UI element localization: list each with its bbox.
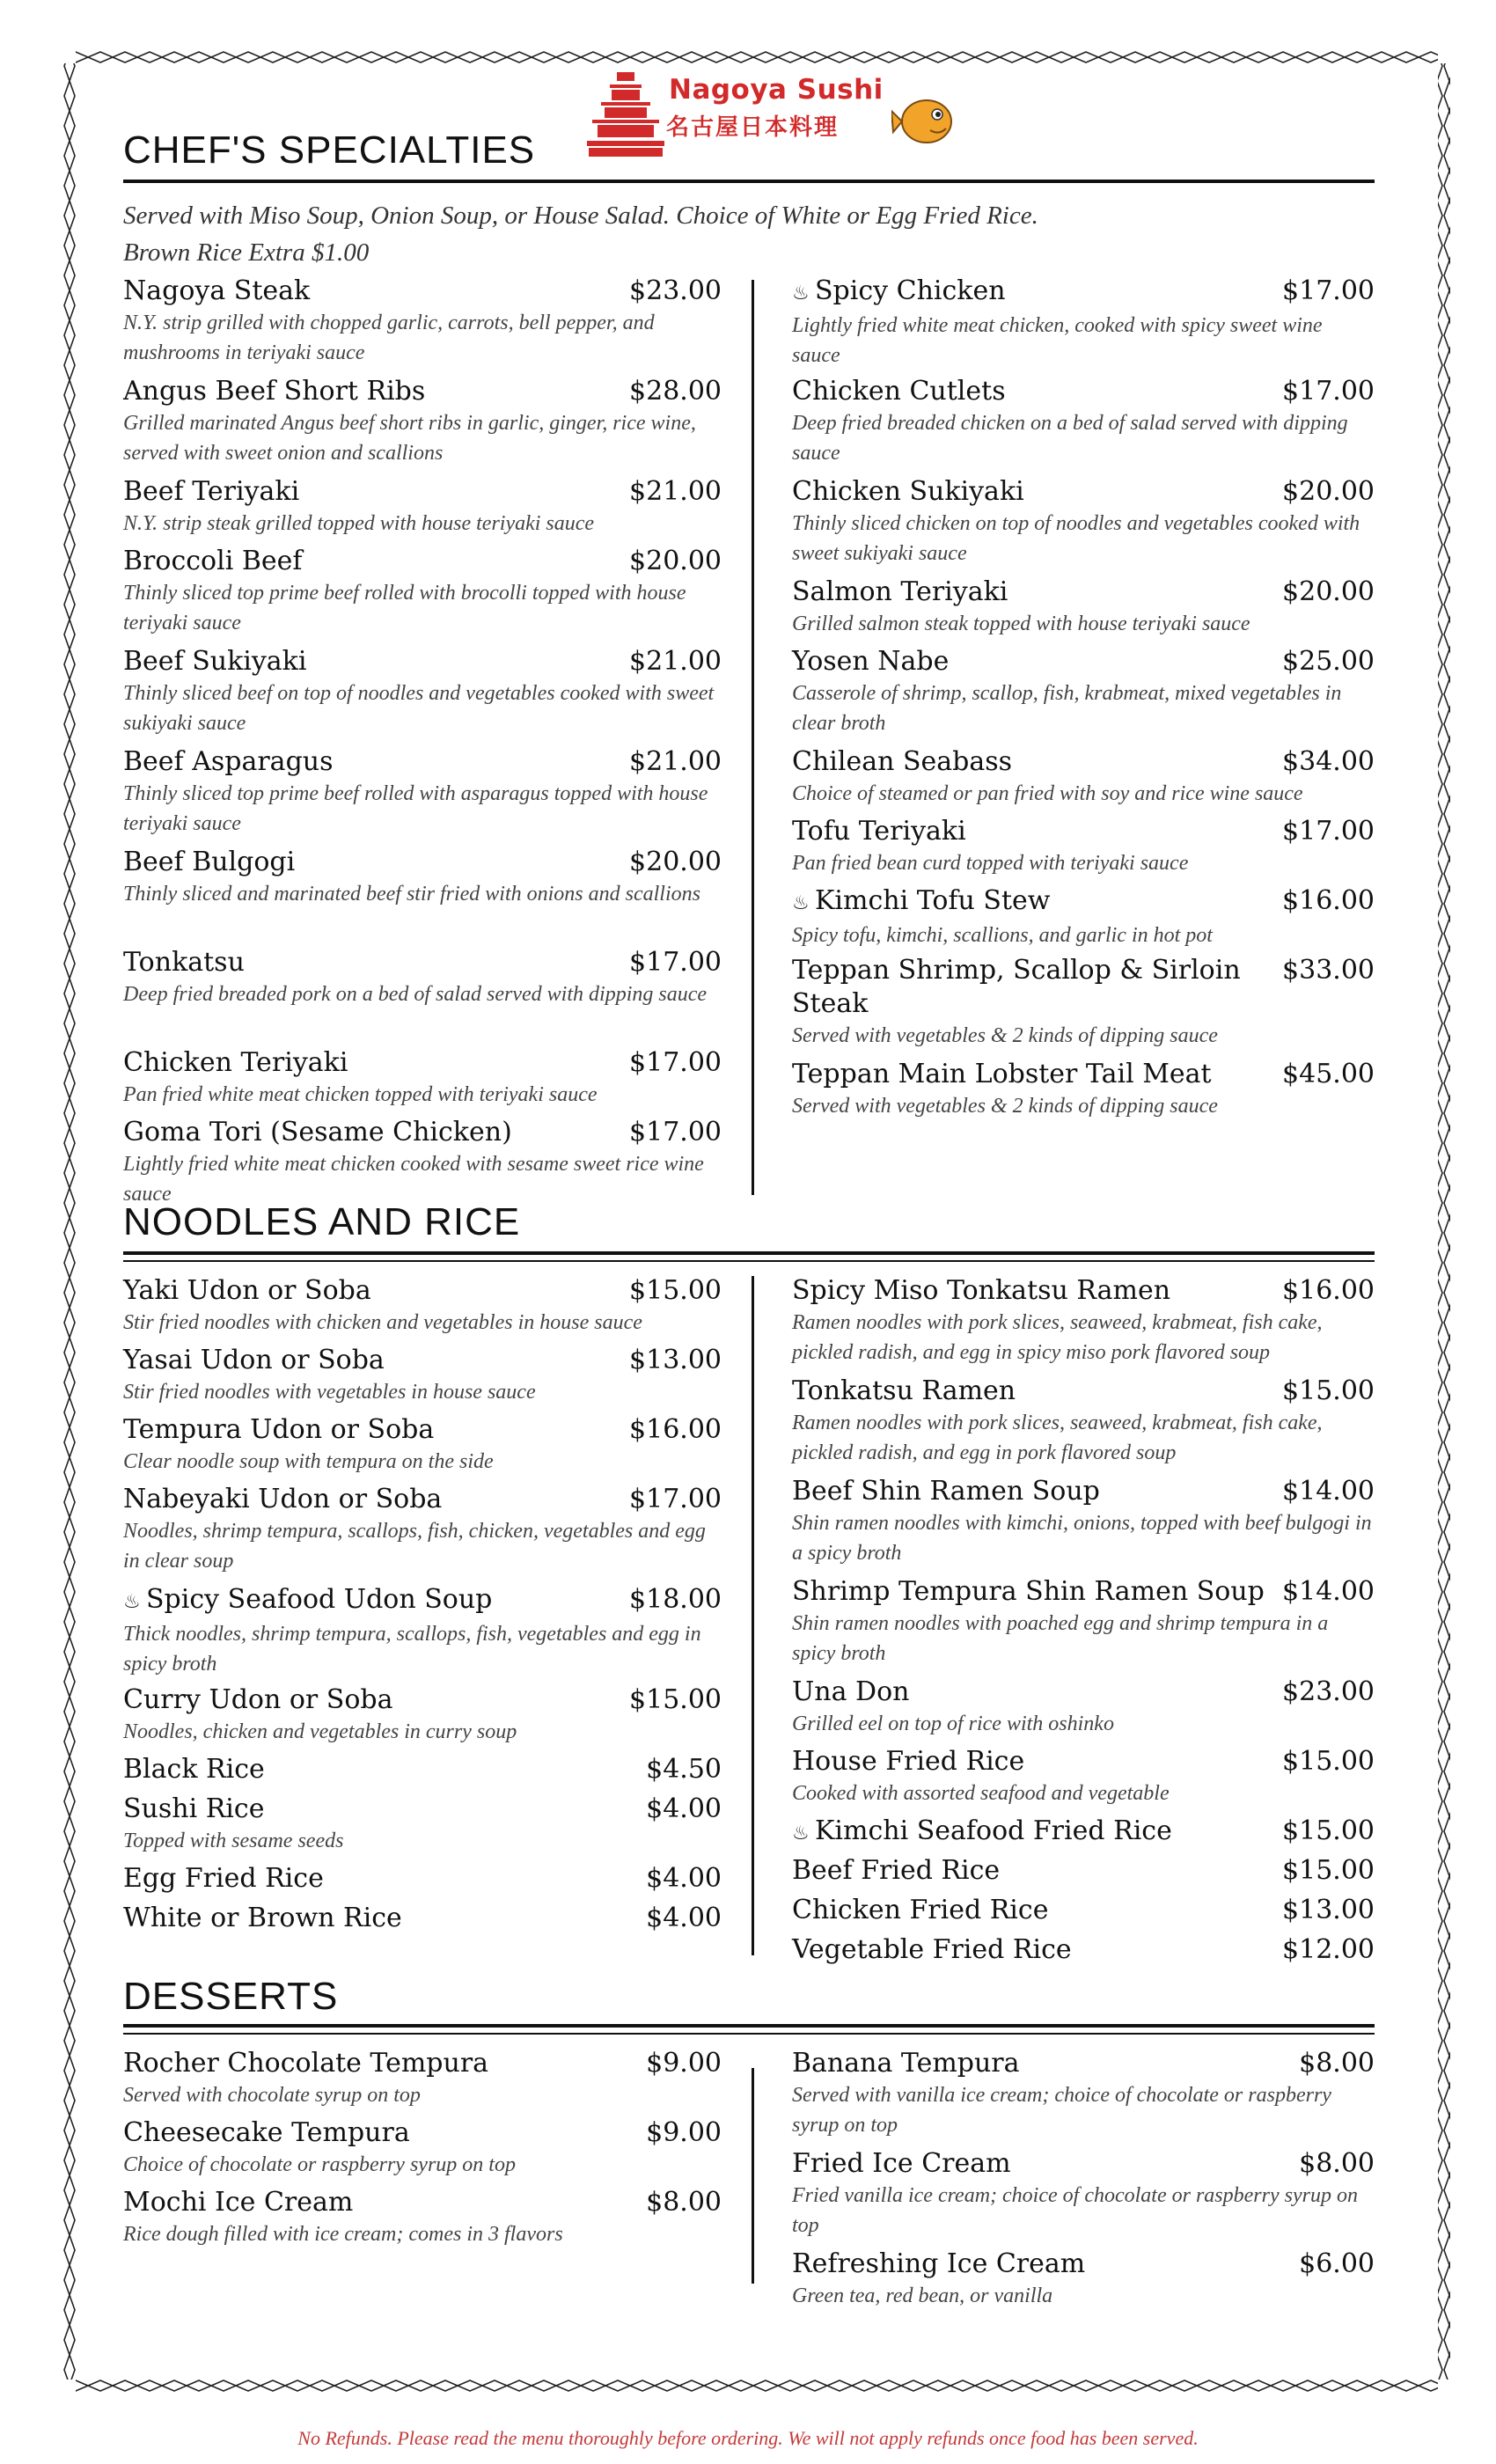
menu-item <box>792 1745 1375 1808</box>
menu-item <box>123 275 722 368</box>
item-price: $8.00 <box>1299 2148 1375 2179</box>
item-name: Teppan Main Lobster Tail Meat <box>792 1059 1212 1089</box>
item-description: Thinly sliced top prime beef rolled with asparagus topped with house teriyaki sauce <box>123 782 708 835</box>
item-description: Thick noodles, shrimp tempura, scallops, fish, vegetables and egg in spicy broth <box>123 1623 701 1676</box>
item-price: $25.00 <box>1282 646 1375 677</box>
menu-item <box>123 1274 722 1338</box>
item-name: Chicken Fried Rice <box>792 1895 1049 1925</box>
item-name: Beef Fried Rice <box>792 1855 1001 1886</box>
item-price: $20.00 <box>629 546 722 576</box>
pepper-icon: ♨ <box>792 892 810 914</box>
item-name: Broccoli Beef <box>123 546 303 576</box>
item-name: Kimchi Tofu Stew <box>815 885 1051 916</box>
menu-item <box>792 1274 1375 1368</box>
menu-item <box>792 815 1375 878</box>
menu-item <box>792 1933 1375 1967</box>
item-name: Tonkatsu <box>123 947 245 978</box>
item-price: $4.50 <box>646 1754 722 1785</box>
item-price: $14.00 <box>1282 1476 1375 1507</box>
item-description: Cooked with assorted seafood and vegetable <box>792 1782 1170 1805</box>
menu-item <box>123 1793 722 1856</box>
item-price: $17.00 <box>1282 275 1375 306</box>
item-name: Chicken Cutlets <box>792 376 1006 407</box>
menu-item <box>792 645 1375 738</box>
menu-item <box>123 1344 722 1407</box>
item-name: Teppan Shrimp, Scallop & Sirloin Steak <box>792 955 1241 1019</box>
item-price: $45.00 <box>1282 1059 1375 1089</box>
item-description: Grilled salmon steak topped with house teriyaki sauce <box>792 612 1250 635</box>
section-rule <box>123 1251 1375 1255</box>
menu-item <box>123 846 722 909</box>
menu-item <box>123 1862 722 1896</box>
menu-item <box>792 2248 1375 2311</box>
item-description: Topped with sesame seeds <box>123 1830 344 1852</box>
item-price: $20.00 <box>629 847 722 877</box>
menu-item <box>123 475 722 539</box>
pepper-icon: ♨ <box>792 282 810 304</box>
section-rule <box>123 180 1375 183</box>
menu-item <box>792 1375 1375 1468</box>
item-name: Goma Tori (Sesame Chicken) <box>123 1117 512 1148</box>
item-price: $20.00 <box>1282 576 1375 607</box>
item-description: Noodles, chicken and vegetables in curry soup <box>123 1720 517 1743</box>
item-price: $17.00 <box>629 1047 722 1078</box>
menu-item <box>123 946 722 1009</box>
item-name: Beef Sukiyaki <box>123 646 307 677</box>
section-title-desserts: DESSERTS <box>123 1975 339 2018</box>
item-description: Lightly fried white meat chicken cooked with sesame sweet rice wine sauce <box>123 1153 704 1206</box>
menu-item <box>123 1902 722 1935</box>
item-price: $17.00 <box>629 947 722 978</box>
pepper-icon: ♨ <box>792 1822 810 1844</box>
item-price: $21.00 <box>629 476 722 507</box>
item-price: $15.00 <box>1282 1375 1375 1406</box>
item-name: Tempura Udon or Soba <box>123 1414 435 1445</box>
item-description: Casserole of shrimp, scallop, fish, krabmeat, mixed vegetables in clear broth <box>792 682 1342 735</box>
item-name: Shrimp Tempura Shin Ramen Soup <box>792 1576 1265 1607</box>
chefs-intro <box>123 197 1355 271</box>
menu-item <box>792 375 1375 468</box>
menu-item <box>123 1116 722 1209</box>
item-description: Thinly sliced beef on top of noodles and vegetables cooked with sweet sukiyaki sauce <box>123 682 715 735</box>
item-name: Beef Asparagus <box>123 746 334 777</box>
item-name: House Fried Rice <box>792 1746 1025 1777</box>
item-description: Pan fried bean curd topped with teriyaki sauce <box>792 852 1189 875</box>
item-description: Deep fried breaded pork on a bed of salad served with dipping sauce <box>123 983 707 1006</box>
item-price: $28.00 <box>629 376 722 407</box>
item-price: $4.00 <box>646 1903 722 1933</box>
item-description: Spicy tofu, kimchi, scallions, and garlic in hot pot <box>792 924 1213 947</box>
menu-item <box>123 745 722 839</box>
item-description: Deep fried breaded chicken on a bed of salad served with dipping sauce <box>792 412 1348 465</box>
item-price: $15.00 <box>629 1684 722 1715</box>
item-description: Lightly fried white meat chicken, cooked with spicy sweet wine sauce <box>792 314 1323 367</box>
item-price: $23.00 <box>629 275 722 306</box>
item-price: $20.00 <box>1282 476 1375 507</box>
item-description: Pan fried white meat chicken topped with teriyaki sauce <box>123 1083 598 1106</box>
item-price: $23.00 <box>1282 1676 1375 1707</box>
item-price: $33.00 <box>1282 955 1375 986</box>
menu-item <box>792 745 1375 809</box>
item-name: Spicy Seafood Udon Soup <box>146 1584 493 1615</box>
menu-item <box>792 1475 1375 1568</box>
menu-item <box>792 1575 1375 1668</box>
item-name: Black Rice <box>123 1754 265 1785</box>
item-price: $34.00 <box>1282 746 1375 777</box>
item-name: Angus Beef Short Ribs <box>123 376 426 407</box>
item-name: Banana Tempura <box>792 2048 1020 2079</box>
item-description: Served with vegetables & 2 kinds of dipping sauce <box>792 1024 1218 1047</box>
menu-item <box>792 475 1375 568</box>
castle-icon <box>585 70 666 158</box>
item-description: N.Y. strip steak grilled topped with house teriyaki sauce <box>123 512 595 535</box>
item-name: Chilean Seabass <box>792 746 1013 777</box>
item-price: $17.00 <box>629 1484 722 1514</box>
section-rule <box>123 1260 1375 1262</box>
item-price: $4.00 <box>646 1793 722 1824</box>
menu-item <box>792 1815 1375 1851</box>
item-name: Spicy Miso Tonkatsu Ramen <box>792 1275 1171 1306</box>
menu-item <box>792 275 1375 370</box>
menu-item <box>123 2047 722 2110</box>
item-name: Tonkatsu Ramen <box>792 1375 1016 1406</box>
item-description: Ramen noodles with pork slices, seaweed, krabmeat, fish cake, pickled radish, and egg in spicy miso pork flavored soup <box>792 1311 1323 1364</box>
item-description: Fried vanilla ice cream; choice of chocolate or raspberry syrup on top <box>792 2184 1358 2237</box>
item-price: $13.00 <box>629 1345 722 1375</box>
item-description: N.Y. strip grilled with chopped garlic, carrots, bell pepper, and mushrooms in teriyaki sauce <box>123 312 655 364</box>
menu-item <box>123 1583 722 1679</box>
item-price: $9.00 <box>646 2117 722 2148</box>
menu-item <box>792 1854 1375 1888</box>
item-price: $21.00 <box>629 646 722 677</box>
item-price: $9.00 <box>646 2048 722 2079</box>
fish-mascot-icon <box>891 90 960 150</box>
column-divider <box>752 1276 754 1955</box>
menu-item <box>123 1413 722 1477</box>
item-name: Chicken Sukiyaki <box>792 476 1024 507</box>
menu-item <box>123 375 722 468</box>
item-name: Kimchi Seafood Fried Rice <box>815 1815 1172 1846</box>
item-price: $18.00 <box>629 1584 722 1615</box>
item-price: $17.00 <box>1282 376 1375 407</box>
menu-item <box>123 545 722 638</box>
pepper-icon: ♨ <box>123 1591 141 1613</box>
section-rule <box>123 2024 1375 2028</box>
item-description: Stir fried noodles with chicken and vegetables in house sauce <box>123 1311 642 1334</box>
refund-notice: No Refunds. Please read the menu thoroughly before ordering. We will not apply refunds once food has been served. <box>297 2427 1199 2449</box>
item-description: Choice of steamed or pan fried with soy and rice wine sauce <box>792 782 1303 805</box>
item-description: Ramen noodles with pork slices, seaweed, krabmeat, fish cake, pickled radish, and egg in pork flavored soup <box>792 1412 1323 1464</box>
item-description: Rice dough filled with ice cream; comes in 3 flavors <box>123 2223 563 2246</box>
item-name: Refreshing Ice Cream <box>792 2248 1086 2279</box>
menu-item <box>792 954 1375 1051</box>
item-name: White or Brown Rice <box>123 1903 402 1933</box>
item-description: Green tea, red bean, or vanilla <box>792 2284 1053 2307</box>
menu-item <box>792 1894 1375 1927</box>
item-price: $17.00 <box>629 1117 722 1148</box>
item-description: Shin ramen noodles with poached egg and shrimp tempura in a spicy broth <box>792 1612 1329 1665</box>
menu-item <box>792 2147 1375 2240</box>
item-name: Beef Shin Ramen Soup <box>792 1476 1100 1507</box>
item-description: Noodles, shrimp tempura, scallops, fish, chicken, vegetables and egg in clear soup <box>123 1520 706 1573</box>
item-price: $4.00 <box>646 1863 722 1894</box>
item-name: Cheesecake Tempura <box>123 2117 410 2148</box>
item-name: Spicy Chicken <box>815 275 1006 306</box>
item-name: Yosen Nabe <box>792 646 950 677</box>
menu-item <box>792 884 1375 950</box>
item-price: $15.00 <box>1282 1855 1375 1886</box>
menu-item <box>123 2116 722 2180</box>
menu-item <box>792 1676 1375 1739</box>
item-price: $12.00 <box>1282 1934 1375 1965</box>
menu-item <box>123 645 722 738</box>
item-description: Stir fried noodles with vegetables in house sauce <box>123 1381 536 1404</box>
item-price: $16.00 <box>629 1414 722 1445</box>
item-price: $15.00 <box>1282 1815 1375 1846</box>
item-price: $13.00 <box>1282 1895 1375 1925</box>
menu-item <box>123 2186 722 2249</box>
menu-item <box>792 576 1375 639</box>
item-price: $6.00 <box>1299 2248 1375 2279</box>
item-description: Grilled marinated Angus beef short ribs in garlic, ginger, rice wine, served with sweet onion and scallions <box>123 412 696 465</box>
item-name: Fried Ice Cream <box>792 2148 1011 2179</box>
item-name: Egg Fried Rice <box>123 1863 324 1894</box>
item-price: $15.00 <box>1282 1746 1375 1777</box>
menu-item <box>123 1683 722 1747</box>
item-name: Nagoya Steak <box>123 275 311 306</box>
column-divider <box>752 280 754 1195</box>
item-description: Shin ramen noodles with kimchi, onions, topped with beef bulgogi in a spicy broth <box>792 1512 1372 1565</box>
intro-line: Brown Rice Extra $1.00 <box>123 238 370 267</box>
item-price: $21.00 <box>629 746 722 777</box>
item-name: Chicken Teriyaki <box>123 1047 348 1078</box>
menu-item <box>123 1046 722 1110</box>
item-description: Served with vegetables & 2 kinds of dipping sauce <box>792 1095 1218 1118</box>
item-description: Grilled eel on top of rice with oshinko <box>792 1712 1114 1735</box>
item-price: $17.00 <box>1282 816 1375 847</box>
menu-item <box>792 1058 1375 1121</box>
item-description: Served with chocolate syrup on top <box>123 2084 421 2107</box>
logo-name: Nagoya Sushi <box>669 74 884 106</box>
column-divider <box>752 2068 754 2284</box>
item-name: Salmon Teriyaki <box>792 576 1008 607</box>
item-name: Beef Bulgogi <box>123 847 296 877</box>
menu-item <box>123 1753 722 1786</box>
item-price: $8.00 <box>1299 2048 1375 2079</box>
item-description: Thinly sliced top prime beef rolled with brocolli topped with house teriyaki sauce <box>123 582 686 634</box>
section-title-noodles-and-rice: NOODLES AND RICE <box>123 1200 521 1243</box>
item-description: Thinly sliced and marinated beef stir fried with onions and scallions <box>123 883 700 906</box>
section-title-chefs-specialties: CHEF'S SPECIALTIES <box>123 128 536 172</box>
item-price: $16.00 <box>1282 1275 1375 1306</box>
item-description: Served with vanilla ice cream; choice of chocolate or raspberry syrup on top <box>792 2084 1331 2137</box>
item-price: $15.00 <box>629 1275 722 1306</box>
item-name: Tofu Teriyaki <box>792 816 966 847</box>
item-description: Clear noodle soup with tempura on the side <box>123 1450 494 1473</box>
item-name: Nabeyaki Udon or Soba <box>123 1484 443 1514</box>
item-price: $8.00 <box>646 2187 722 2218</box>
menu-item <box>123 1483 722 1576</box>
restaurant-logo <box>585 70 964 165</box>
item-description: Thinly sliced chicken on top of noodles and vegetables cooked with sweet sukiyaki sauce <box>792 512 1360 565</box>
item-name: Yaki Udon or Soba <box>123 1275 371 1306</box>
item-name: Beef Teriyaki <box>123 476 300 507</box>
menu-item <box>792 2047 1375 2140</box>
logo-japanese-name: 名古屋日本料理 <box>666 114 840 141</box>
item-name: Rocher Chocolate Tempura <box>123 2048 489 2079</box>
item-description: Choice of chocolate or raspberry syrup on top <box>123 2153 516 2176</box>
item-name: Curry Udon or Soba <box>123 1684 393 1715</box>
item-name: Vegetable Fried Rice <box>792 1934 1072 1965</box>
item-name: Mochi Ice Cream <box>123 2187 354 2218</box>
item-name: Una Don <box>792 1676 910 1707</box>
intro-line: Served with Miso Soup, Onion Soup, or House Salad. Choice of White or Egg Fried Rice. <box>123 202 1038 230</box>
item-price: $14.00 <box>1282 1576 1375 1607</box>
item-price: $16.00 <box>1282 885 1375 916</box>
item-name: Yasai Udon or Soba <box>123 1345 385 1375</box>
item-name: Sushi Rice <box>123 1793 265 1824</box>
section-rule <box>123 2033 1375 2035</box>
